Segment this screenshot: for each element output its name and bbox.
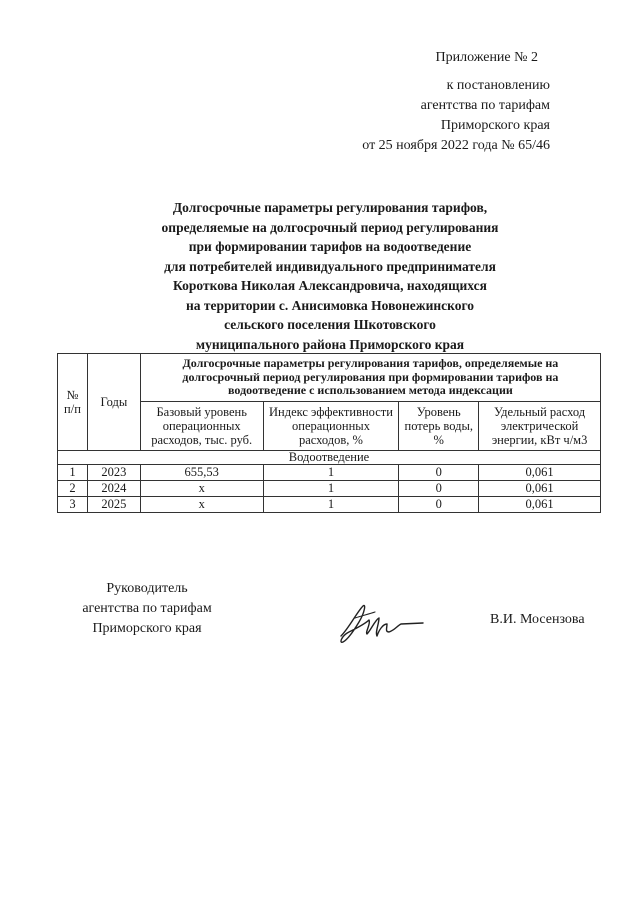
cell-index: 1	[263, 464, 399, 480]
attachment-line: агентства по тарифам	[420, 98, 550, 113]
attachment-line: от 25 ноября 2022 года № 65/46	[362, 138, 550, 153]
title-line: Короткова Николая Александровича, находящихся	[173, 278, 487, 293]
signatory-position	[62, 579, 232, 639]
title-line: Долгосрочные параметры регулирования тарифов,	[172, 200, 488, 215]
cell-energy: 0,061	[479, 464, 601, 480]
cell-base: 655,53	[140, 464, 263, 480]
cell-num: 1	[58, 464, 88, 480]
header-base-level: Базовый уровень операционных расходов, тыс. руб.	[140, 401, 263, 450]
cell-base: х	[140, 496, 263, 512]
header-efficiency-index: Индекс эффективности операционных расходов, %	[263, 401, 399, 450]
title-line: определяемые на долгосрочный период регулирования	[161, 219, 499, 235]
parameters-table	[57, 353, 601, 513]
header-loss-level: Уровень потерь воды, %	[399, 401, 479, 450]
header-energy-consumption: Удельный расход электрической энергии, кВт ч/м3	[479, 401, 601, 450]
cell-energy: 0,061	[479, 480, 601, 496]
handwritten-signature	[335, 598, 425, 648]
cell-num: 2	[58, 480, 88, 496]
title-line: сельского поселения Шкотовского	[224, 317, 436, 332]
table-row	[58, 480, 601, 496]
position-line: агентства по тарифам	[82, 601, 212, 616]
cell-loss: 0	[399, 496, 479, 512]
cell-num: 3	[58, 496, 88, 512]
cell-energy: 0,061	[479, 496, 601, 512]
section-label: Водоотведение	[58, 450, 601, 464]
cell-year: 2024	[87, 480, 140, 496]
table-row	[58, 464, 601, 480]
attachment-line: Приморского края	[440, 118, 550, 133]
table-section-row	[58, 450, 601, 464]
cell-year: 2025	[87, 496, 140, 512]
position-line: Приморского края	[92, 621, 202, 636]
document-title	[110, 198, 550, 354]
header-group: Долгосрочные параметры регулирования тарифов, определяемые на долгосрочный период регулирования при формировании тарифов на водоотведение с использованием метода индексации	[140, 354, 600, 402]
cell-loss: 0	[399, 480, 479, 496]
table-row	[58, 496, 601, 512]
header-year: Годы	[87, 354, 140, 451]
header-num: № п/п	[58, 354, 88, 451]
cell-loss: 0	[399, 464, 479, 480]
signatory-name: В.И. Мосензова	[490, 612, 585, 627]
attachment-block	[300, 48, 550, 156]
title-line: для потребителей индивидуального предпринимателя	[164, 258, 496, 274]
title-line: муниципального района Приморского края	[195, 336, 465, 352]
table-header-row	[58, 354, 601, 402]
title-line: при формировании тарифов на водоотведение	[188, 239, 472, 254]
title-line: на территории с. Анисимовка Новонежинского	[185, 297, 475, 313]
position-line: Руководитель	[106, 581, 188, 596]
attachment-number: Приложение № 2	[435, 50, 538, 65]
cell-year: 2023	[87, 464, 140, 480]
cell-index: 1	[263, 496, 399, 512]
cell-index: 1	[263, 480, 399, 496]
attachment-line: к постановлению	[446, 78, 550, 93]
cell-base: х	[140, 480, 263, 496]
